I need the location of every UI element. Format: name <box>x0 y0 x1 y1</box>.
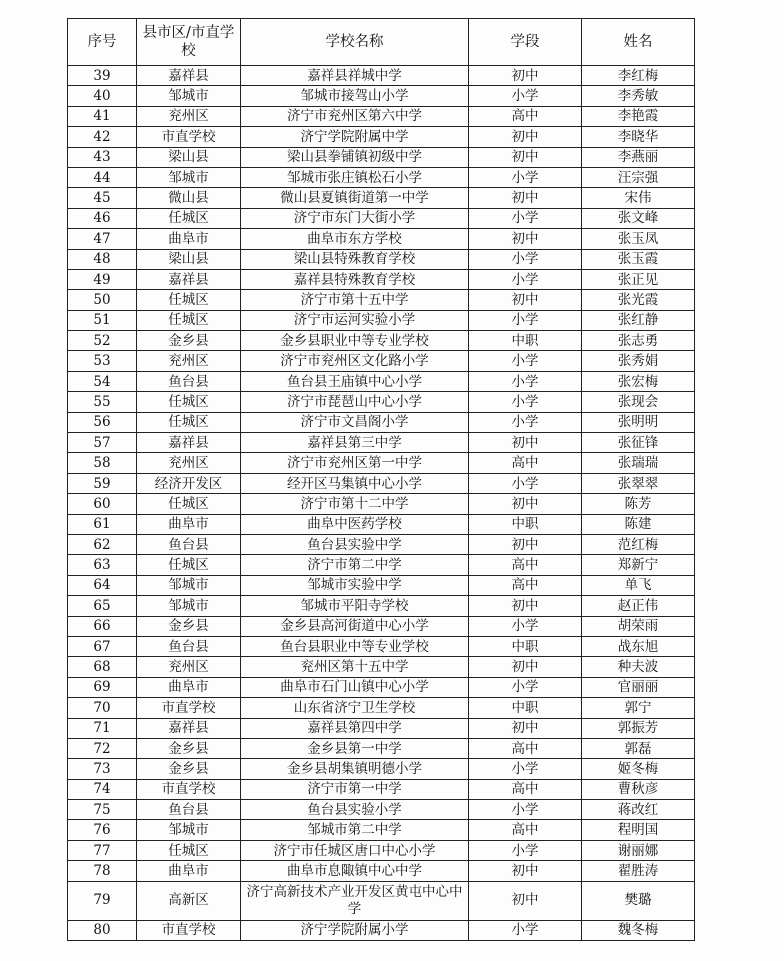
serial-number-cell: 67 <box>68 636 137 656</box>
school-level-cell: 小学 <box>469 392 582 412</box>
table-row <box>68 840 695 860</box>
table-row <box>68 657 695 677</box>
table-row <box>68 188 695 208</box>
school-name-cell: 济宁市第十五中学 <box>241 290 469 310</box>
school-name-cell: 济宁市兖州区文化路小学 <box>241 351 469 371</box>
person-name-cell: 姬冬梅 <box>582 759 695 779</box>
person-name-cell: 张现会 <box>582 392 695 412</box>
school-level-cell: 小学 <box>469 167 582 187</box>
school-level-cell: 高中 <box>469 555 582 575</box>
serial-number-cell: 64 <box>68 575 137 595</box>
table-row <box>68 167 695 187</box>
school-name-cell: 鱼台县王庙镇中心小学 <box>241 371 469 391</box>
district-cell: 邹城市 <box>137 167 241 187</box>
table-row <box>68 718 695 738</box>
table-row <box>68 229 695 249</box>
school-name-cell: 济宁市兖州区第一中学 <box>241 453 469 473</box>
table-row <box>68 820 695 840</box>
table-row <box>68 555 695 575</box>
school-name-cell: 金乡县胡集镇明德小学 <box>241 759 469 779</box>
school-name-cell: 兖州区第十五中学 <box>241 657 469 677</box>
school-level-cell: 小学 <box>469 351 582 371</box>
person-name-cell: 官丽丽 <box>582 677 695 697</box>
district-cell: 金乡县 <box>137 331 241 351</box>
school-name-cell: 曲阜市石门山镇中心小学 <box>241 677 469 697</box>
table-row <box>68 249 695 269</box>
school-name-cell: 邹城市实验中学 <box>241 575 469 595</box>
district-cell: 邹城市 <box>137 575 241 595</box>
district-cell: 任城区 <box>137 290 241 310</box>
table-row <box>68 66 695 86</box>
serial-number-cell: 73 <box>68 759 137 779</box>
person-name-cell: 曹秋彦 <box>582 779 695 799</box>
serial-number-cell: 49 <box>68 269 137 289</box>
school-name-cell: 梁山县特殊教育学校 <box>241 249 469 269</box>
table-row <box>68 392 695 412</box>
district-cell: 任城区 <box>137 555 241 575</box>
header-school-level: 学段 <box>469 19 582 66</box>
district-cell: 市直学校 <box>137 920 241 940</box>
person-name-cell: 张玉凤 <box>582 229 695 249</box>
serial-number-cell: 42 <box>68 127 137 147</box>
district-cell: 梁山县 <box>137 147 241 167</box>
school-level-cell: 初中 <box>469 657 582 677</box>
serial-number-cell: 50 <box>68 290 137 310</box>
school-level-cell: 小学 <box>469 800 582 820</box>
district-cell: 任城区 <box>137 310 241 330</box>
school-level-cell: 初中 <box>469 229 582 249</box>
school-name-cell: 经开区马集镇中心小学 <box>241 473 469 493</box>
serial-number-cell: 71 <box>68 718 137 738</box>
district-cell: 邹城市 <box>137 820 241 840</box>
person-name-cell: 谢丽娜 <box>582 840 695 860</box>
school-name-cell: 济宁学院附属中学 <box>241 127 469 147</box>
school-name-cell: 曲阜中医药学校 <box>241 514 469 534</box>
district-cell: 嘉祥县 <box>137 66 241 86</box>
district-cell: 任城区 <box>137 494 241 514</box>
serial-number-cell: 65 <box>68 596 137 616</box>
school-level-cell: 高中 <box>469 779 582 799</box>
school-name-cell: 济宁高新技术产业开发区黄屯中心中学 <box>241 881 469 920</box>
table-row <box>68 636 695 656</box>
school-name-cell: 邹城市第二中学 <box>241 820 469 840</box>
school-level-cell: 初中 <box>469 534 582 554</box>
school-level-cell: 小学 <box>469 840 582 860</box>
school-name-cell: 鱼台县实验中学 <box>241 534 469 554</box>
school-name-cell: 嘉祥县第四中学 <box>241 718 469 738</box>
table-row <box>68 494 695 514</box>
district-cell: 曲阜市 <box>137 229 241 249</box>
school-level-cell: 初中 <box>469 881 582 920</box>
school-level-cell: 小学 <box>469 269 582 289</box>
table-row <box>68 290 695 310</box>
school-name-cell: 嘉祥县祥城中学 <box>241 66 469 86</box>
school-level-cell: 中职 <box>469 514 582 534</box>
person-name-cell: 蒋改红 <box>582 800 695 820</box>
person-name-cell: 赵正伟 <box>582 596 695 616</box>
school-level-cell: 高中 <box>469 738 582 758</box>
person-name-cell: 张红静 <box>582 310 695 330</box>
serial-number-cell: 51 <box>68 310 137 330</box>
table-row <box>68 514 695 534</box>
school-name-cell: 邹城市接驾山小学 <box>241 86 469 106</box>
school-name-cell: 嘉祥县第三中学 <box>241 433 469 453</box>
person-name-cell: 魏冬梅 <box>582 920 695 940</box>
district-cell: 金乡县 <box>137 616 241 636</box>
district-cell: 市直学校 <box>137 127 241 147</box>
table-row <box>68 453 695 473</box>
school-level-cell: 高中 <box>469 106 582 126</box>
school-level-cell: 小学 <box>469 473 582 493</box>
district-cell: 微山县 <box>137 188 241 208</box>
school-level-cell: 初中 <box>469 433 582 453</box>
serial-number-cell: 78 <box>68 861 137 881</box>
header-person-name: 姓名 <box>582 19 695 66</box>
school-level-cell: 初中 <box>469 494 582 514</box>
person-name-cell: 樊璐 <box>582 881 695 920</box>
serial-number-cell: 63 <box>68 555 137 575</box>
school-level-cell: 小学 <box>469 920 582 940</box>
school-name-cell: 山东省济宁卫生学校 <box>241 698 469 718</box>
person-name-cell: 张文峰 <box>582 208 695 228</box>
table-row <box>68 738 695 758</box>
person-name-cell: 郭宁 <box>582 698 695 718</box>
person-name-cell: 陈建 <box>582 514 695 534</box>
table-row <box>68 473 695 493</box>
serial-number-cell: 80 <box>68 920 137 940</box>
person-name-cell: 战东旭 <box>582 636 695 656</box>
school-name-cell: 济宁市第十二中学 <box>241 494 469 514</box>
table-row <box>68 147 695 167</box>
school-level-cell: 小学 <box>469 677 582 697</box>
serial-number-cell: 66 <box>68 616 137 636</box>
school-name-cell: 邹城市平阳寺学校 <box>241 596 469 616</box>
header-school-name: 学校名称 <box>241 19 469 66</box>
district-cell: 金乡县 <box>137 738 241 758</box>
serial-number-cell: 60 <box>68 494 137 514</box>
person-name-cell: 李艳霞 <box>582 106 695 126</box>
school-level-cell: 高中 <box>469 575 582 595</box>
district-cell: 金乡县 <box>137 759 241 779</box>
person-name-cell: 宋伟 <box>582 188 695 208</box>
serial-number-cell: 48 <box>68 249 137 269</box>
district-cell: 高新区 <box>137 881 241 920</box>
serial-number-cell: 62 <box>68 534 137 554</box>
table-row <box>68 800 695 820</box>
school-name-cell: 济宁市任城区唐口中心小学 <box>241 840 469 860</box>
serial-number-cell: 58 <box>68 453 137 473</box>
table-row <box>68 208 695 228</box>
serial-number-cell: 61 <box>68 514 137 534</box>
district-cell: 鱼台县 <box>137 534 241 554</box>
school-name-cell: 梁山县拳铺镇初级中学 <box>241 147 469 167</box>
school-level-cell: 初中 <box>469 861 582 881</box>
table-row <box>68 310 695 330</box>
school-name-cell: 曲阜市东方学校 <box>241 229 469 249</box>
person-name-cell: 郭振芳 <box>582 718 695 738</box>
person-name-cell: 翟胜涛 <box>582 861 695 881</box>
serial-number-cell: 45 <box>68 188 137 208</box>
district-cell: 邹城市 <box>137 596 241 616</box>
district-cell: 嘉祥县 <box>137 269 241 289</box>
person-name-cell: 郭磊 <box>582 738 695 758</box>
serial-number-cell: 40 <box>68 86 137 106</box>
district-cell: 兖州区 <box>137 657 241 677</box>
person-name-cell: 李秀敏 <box>582 86 695 106</box>
table-row <box>68 106 695 126</box>
school-level-cell: 初中 <box>469 290 582 310</box>
person-name-cell: 张瑞瑞 <box>582 453 695 473</box>
district-cell: 梁山县 <box>137 249 241 269</box>
school-name-cell: 济宁学院附属小学 <box>241 920 469 940</box>
school-level-cell: 高中 <box>469 820 582 840</box>
serial-number-cell: 44 <box>68 167 137 187</box>
table-row <box>68 881 695 920</box>
serial-number-cell: 54 <box>68 371 137 391</box>
school-level-cell: 小学 <box>469 412 582 432</box>
person-name-cell: 张正见 <box>582 269 695 289</box>
school-name-cell: 金乡县职业中等专业学校 <box>241 331 469 351</box>
person-name-cell: 张志勇 <box>582 331 695 351</box>
table-row <box>68 575 695 595</box>
school-name-cell: 济宁市运河实验小学 <box>241 310 469 330</box>
serial-number-cell: 46 <box>68 208 137 228</box>
school-level-cell: 初中 <box>469 718 582 738</box>
serial-number-cell: 43 <box>68 147 137 167</box>
serial-number-cell: 41 <box>68 106 137 126</box>
school-level-cell: 小学 <box>469 86 582 106</box>
school-name-cell: 曲阜市息陬镇中心中学 <box>241 861 469 881</box>
table-row <box>68 759 695 779</box>
person-name-cell: 张明明 <box>582 412 695 432</box>
serial-number-cell: 77 <box>68 840 137 860</box>
serial-number-cell: 74 <box>68 779 137 799</box>
serial-number-cell: 59 <box>68 473 137 493</box>
serial-number-cell: 72 <box>68 738 137 758</box>
district-cell: 兖州区 <box>137 106 241 126</box>
person-name-cell: 陈芳 <box>582 494 695 514</box>
serial-number-cell: 56 <box>68 412 137 432</box>
school-name-cell: 济宁市第二中学 <box>241 555 469 575</box>
school-name-cell: 金乡县第一中学 <box>241 738 469 758</box>
table-row <box>68 351 695 371</box>
serial-number-cell: 55 <box>68 392 137 412</box>
table-row <box>68 331 695 351</box>
person-name-cell: 张光霞 <box>582 290 695 310</box>
district-cell: 任城区 <box>137 208 241 228</box>
school-level-cell: 初中 <box>469 147 582 167</box>
school-level-cell: 初中 <box>469 66 582 86</box>
serial-number-cell: 69 <box>68 677 137 697</box>
serial-number-cell: 68 <box>68 657 137 677</box>
header-serial-number: 序号 <box>68 19 137 66</box>
school-level-cell: 初中 <box>469 596 582 616</box>
serial-number-cell: 39 <box>68 66 137 86</box>
serial-number-cell: 79 <box>68 881 137 920</box>
school-name-cell: 济宁市东门大街小学 <box>241 208 469 228</box>
school-level-cell: 小学 <box>469 208 582 228</box>
header-district: 县市区/市直学校 <box>137 19 241 66</box>
person-name-cell: 李红梅 <box>582 66 695 86</box>
district-cell: 曲阜市 <box>137 514 241 534</box>
person-name-cell: 张翠翠 <box>582 473 695 493</box>
table-row <box>68 371 695 391</box>
school-name-cell: 鱼台县实验小学 <box>241 800 469 820</box>
serial-number-cell: 53 <box>68 351 137 371</box>
school-name-cell: 鱼台县职业中等专业学校 <box>241 636 469 656</box>
district-cell: 邹城市 <box>137 86 241 106</box>
district-cell: 市直学校 <box>137 779 241 799</box>
table-row <box>68 779 695 799</box>
table-row <box>68 616 695 636</box>
school-name-cell: 金乡县高河街道中心小学 <box>241 616 469 636</box>
table-row <box>68 127 695 147</box>
district-cell: 任城区 <box>137 412 241 432</box>
table-body <box>68 66 695 941</box>
table-row <box>68 596 695 616</box>
serial-number-cell: 70 <box>68 698 137 718</box>
district-cell: 兖州区 <box>137 351 241 371</box>
table-row <box>68 698 695 718</box>
person-name-cell: 程明国 <box>582 820 695 840</box>
district-cell: 嘉祥县 <box>137 433 241 453</box>
school-level-cell: 初中 <box>469 127 582 147</box>
district-cell: 鱼台县 <box>137 371 241 391</box>
serial-number-cell: 52 <box>68 331 137 351</box>
person-name-cell: 单飞 <box>582 575 695 595</box>
school-level-cell: 中职 <box>469 698 582 718</box>
school-level-cell: 中职 <box>469 636 582 656</box>
person-name-cell: 汪宗强 <box>582 167 695 187</box>
district-cell: 嘉祥县 <box>137 718 241 738</box>
table-row <box>68 534 695 554</box>
school-name-cell: 济宁市文昌阁小学 <box>241 412 469 432</box>
serial-number-cell: 76 <box>68 820 137 840</box>
school-level-cell: 中职 <box>469 331 582 351</box>
district-cell: 鱼台县 <box>137 800 241 820</box>
person-name-cell: 胡荣雨 <box>582 616 695 636</box>
school-name-cell: 济宁市琵琶山中心小学 <box>241 392 469 412</box>
person-name-cell: 张秀娟 <box>582 351 695 371</box>
table-header-row <box>68 19 695 66</box>
person-name-cell: 张征锋 <box>582 433 695 453</box>
school-level-cell: 小学 <box>469 310 582 330</box>
school-name-cell: 济宁市第一中学 <box>241 779 469 799</box>
table-row <box>68 412 695 432</box>
table-row <box>68 677 695 697</box>
school-name-cell: 邹城市张庄镇松石小学 <box>241 167 469 187</box>
district-cell: 鱼台县 <box>137 636 241 656</box>
district-cell: 曲阜市 <box>137 861 241 881</box>
school-name-cell: 嘉祥县特殊教育学校 <box>241 269 469 289</box>
district-cell: 市直学校 <box>137 698 241 718</box>
district-cell: 曲阜市 <box>137 677 241 697</box>
table-row <box>68 920 695 940</box>
school-name-cell: 济宁市兖州区第六中学 <box>241 106 469 126</box>
table-row <box>68 86 695 106</box>
person-name-cell: 张玉霞 <box>582 249 695 269</box>
person-name-cell: 张宏梅 <box>582 371 695 391</box>
person-name-cell: 种夫波 <box>582 657 695 677</box>
district-cell: 经济开发区 <box>137 473 241 493</box>
district-cell: 任城区 <box>137 392 241 412</box>
school-level-cell: 初中 <box>469 188 582 208</box>
serial-number-cell: 57 <box>68 433 137 453</box>
person-name-cell: 郑新宁 <box>582 555 695 575</box>
school-name-cell: 微山县夏镇街道第一中学 <box>241 188 469 208</box>
school-level-cell: 小学 <box>469 759 582 779</box>
school-level-cell: 小学 <box>469 616 582 636</box>
district-cell: 兖州区 <box>137 453 241 473</box>
table-row <box>68 269 695 289</box>
serial-number-cell: 47 <box>68 229 137 249</box>
person-name-cell: 范红梅 <box>582 534 695 554</box>
person-name-cell: 李燕丽 <box>582 147 695 167</box>
school-level-cell: 小学 <box>469 249 582 269</box>
district-cell: 任城区 <box>137 840 241 860</box>
school-level-cell: 小学 <box>469 371 582 391</box>
table-row <box>68 861 695 881</box>
teacher-roster-table <box>67 18 695 941</box>
person-name-cell: 李晓华 <box>582 127 695 147</box>
serial-number-cell: 75 <box>68 800 137 820</box>
school-level-cell: 高中 <box>469 453 582 473</box>
table-row <box>68 433 695 453</box>
